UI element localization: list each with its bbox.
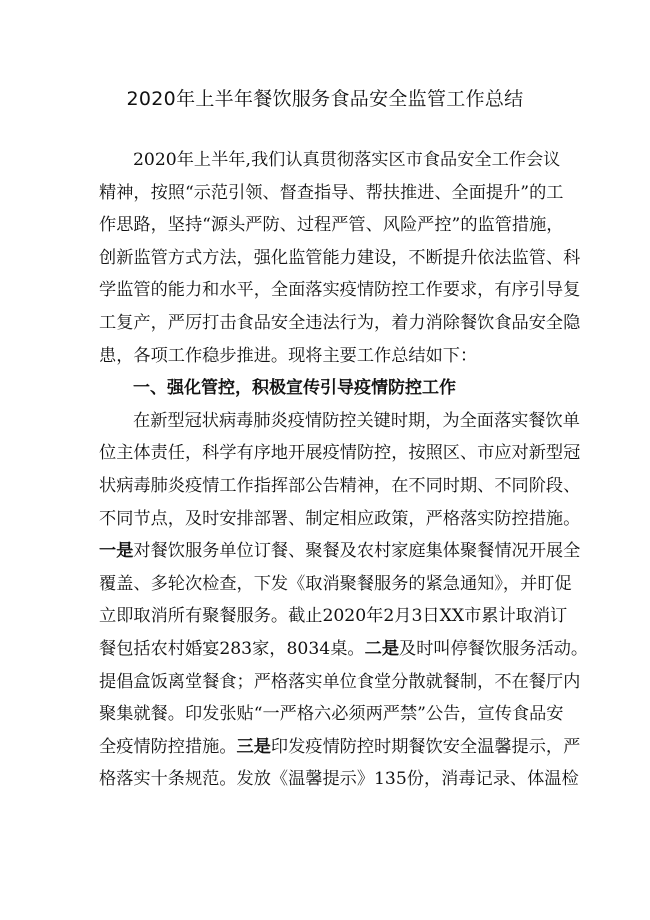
item-marker-third: 三是 bbox=[236, 736, 271, 757]
paragraph-line: 不同节点，及时安排部署、制定相应政策，严格落实防控措施。 bbox=[99, 508, 581, 529]
item-marker-first: 一是 bbox=[99, 541, 134, 562]
paragraph-line: 聚集就餐。印发张贴“一严格六必须两严禁”公告，宣传食品安 bbox=[99, 704, 564, 725]
paragraph-line bbox=[99, 633, 589, 666]
paragraph-line: 覆盖、多轮次检查，下发《取消聚餐服务的紧急通知》，并盯促 bbox=[99, 573, 572, 594]
paragraph-line: 2020年上半年,我们认真贯彻落实区市食品安全工作会议 bbox=[133, 150, 561, 170]
paragraph-line: 精神，按照“示范引领、督查指导、帮扶推进、全面提升”的工 bbox=[99, 182, 564, 203]
paragraph-text: 餐包括农村婚宴283家，8034桌。 bbox=[99, 638, 365, 659]
paragraph-text: 印发疫情防控时期餐饮安全温馨提示，严 bbox=[270, 736, 581, 757]
item-marker-second: 二是 bbox=[364, 638, 400, 659]
paragraph-line: 创新监管方式方法，强化监管能力建设，不断提升依法监管、科 bbox=[99, 247, 581, 268]
paragraph-line: 格落实十条规范。发放《温馨提示》135份，消毒记录、体温检 bbox=[99, 769, 579, 790]
paragraph-text: 全疫情防控措施。 bbox=[99, 736, 237, 757]
paragraph-text: 及时叫停餐饮服务活动。 bbox=[399, 638, 589, 659]
section-heading: 一、强化管控，积极宣传引导疫情防控工作 bbox=[133, 378, 456, 399]
paragraph-line: 位主体责任，科学有序地开展疫情防控，按照区、市应对新型冠 bbox=[99, 443, 581, 464]
paragraph-line: 状病毒肺炎疫情工作指挥部公告精神，在不同时期、不同阶段、 bbox=[99, 475, 581, 496]
paragraph-line: 在新型冠状病毒肺炎疫情防控关键时期，为全面落实餐饮单 bbox=[133, 410, 580, 431]
paragraph-text: 对餐饮服务单位订餐、聚餐及农村家庭集体聚餐情况开展全 bbox=[133, 541, 581, 562]
paragraph-line: 立即取消所有聚餐服务。截止2020年2月3日XX市累计取消订 bbox=[99, 606, 568, 627]
paragraph-line: 作思路，坚持“源头严防、过程严管、风险严控”的监管措施， bbox=[99, 215, 564, 236]
paragraph-line: 学监管的能力和水平，全面落实疫情防控工作要求，有序引导复 bbox=[99, 280, 581, 301]
paragraph-line: 提倡盒饭离堂餐食；严格落实单位食堂分散就餐制，不在餐厅内 bbox=[99, 671, 581, 692]
paragraph-line: 患，各项工作稳步推进。现将主要工作总结如下： bbox=[99, 345, 478, 366]
paragraph-line: 工复产，严厉打击食品安全违法行为，着力消除餐饮食品安全隐 bbox=[99, 312, 581, 333]
paragraph-line bbox=[99, 535, 581, 568]
paragraph-line bbox=[99, 731, 581, 764]
document-body bbox=[99, 144, 589, 796]
document-title: 2020年上半年餐饮服务食品安全监管工作总结 bbox=[126, 88, 524, 110]
